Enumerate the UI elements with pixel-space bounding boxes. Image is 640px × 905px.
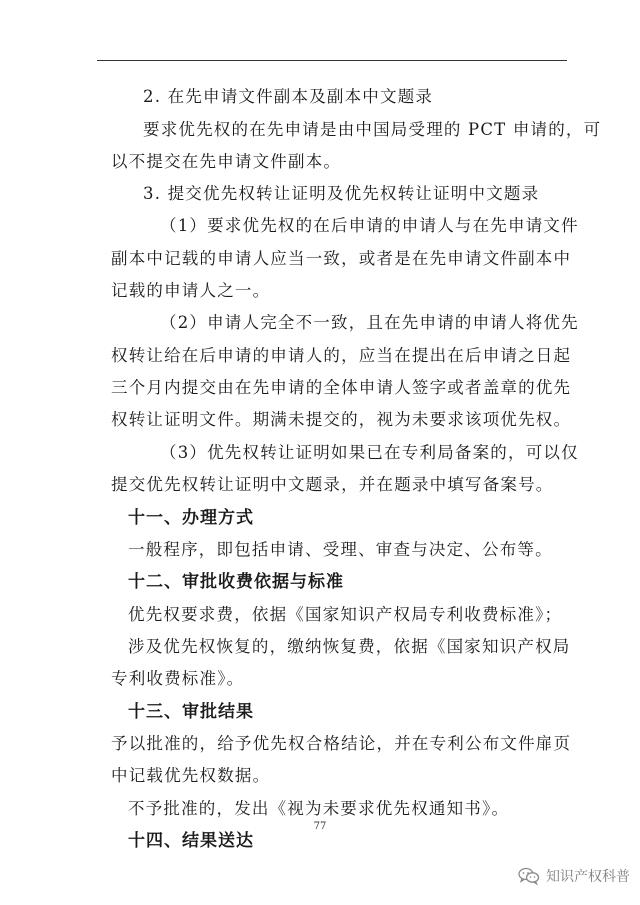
page-number: 77 bbox=[313, 821, 327, 832]
header-rule bbox=[97, 60, 567, 61]
body-line: 专利收费标准》。 bbox=[111, 669, 245, 688]
body-line: 权转让给在后申请的申请人的，应当在提出在后申请之日起 bbox=[111, 346, 572, 365]
body-line: 三个月内提交由在先申请的全体申请人签字或者盖章的优先 bbox=[111, 378, 572, 397]
body-line: （2）申请人完全不一致，且在先申请的申请人将优先 bbox=[160, 313, 579, 332]
body-line: 予以批准的，给予优先权合格结论，并在专利公布文件扉页 bbox=[111, 734, 572, 753]
body-line: 涉及优先权恢复的，缴纳恢复费，依据《国家知识产权局 bbox=[128, 637, 571, 656]
heading-14: 十四、结果送达 bbox=[128, 831, 254, 851]
section-title-copy: 2. 在先申请文件副本及副本中文题录 bbox=[143, 87, 434, 106]
body-line: 不予批准的，发出《视为未要求优先权通知书》。 bbox=[128, 799, 510, 818]
wechat-icon bbox=[518, 867, 540, 885]
body-line: 提交优先权转让证明中文题录，并在题录中填写备案号。 bbox=[111, 475, 554, 494]
heading-13: 十三、审批结果 bbox=[128, 702, 254, 722]
body-line: 中记载优先权数据。 bbox=[111, 766, 271, 785]
watermark bbox=[518, 866, 630, 886]
body-line: 优先权要求费，依据《国家知识产权局专利收费标准》； bbox=[128, 605, 563, 624]
body-line: 权转让证明文件。期满未提交的，视为未要求该项优先权。 bbox=[111, 410, 572, 429]
body-line: （1）要求优先权的在后申请的申请人与在先申请文件 bbox=[160, 216, 579, 235]
heading-12: 十二、审批收费依据与标准 bbox=[128, 572, 344, 592]
body-line: 要求优先权的在先申请是由中国局受理的 PCT 申请的，可 bbox=[143, 120, 602, 139]
body-line: 以不提交在先申请文件副本。 bbox=[111, 152, 342, 171]
body-line: 记载的申请人之一。 bbox=[111, 281, 271, 300]
heading-11: 十一、办理方式 bbox=[128, 508, 254, 528]
body-line: 副本中记载的申请人应当一致，或者是在先申请文件副本中 bbox=[111, 249, 572, 268]
watermark-text: 知识产权科普 bbox=[546, 869, 630, 885]
body-line: （3）优先权转让证明如果已在专利局备案的，可以仅 bbox=[160, 443, 579, 462]
section-title-transfer: 3. 提交优先权转让证明及优先权转让证明中文题录 bbox=[143, 184, 540, 203]
body-line: 一般程序，即包括申请、受理、审查与决定、公布等。 bbox=[128, 540, 553, 559]
